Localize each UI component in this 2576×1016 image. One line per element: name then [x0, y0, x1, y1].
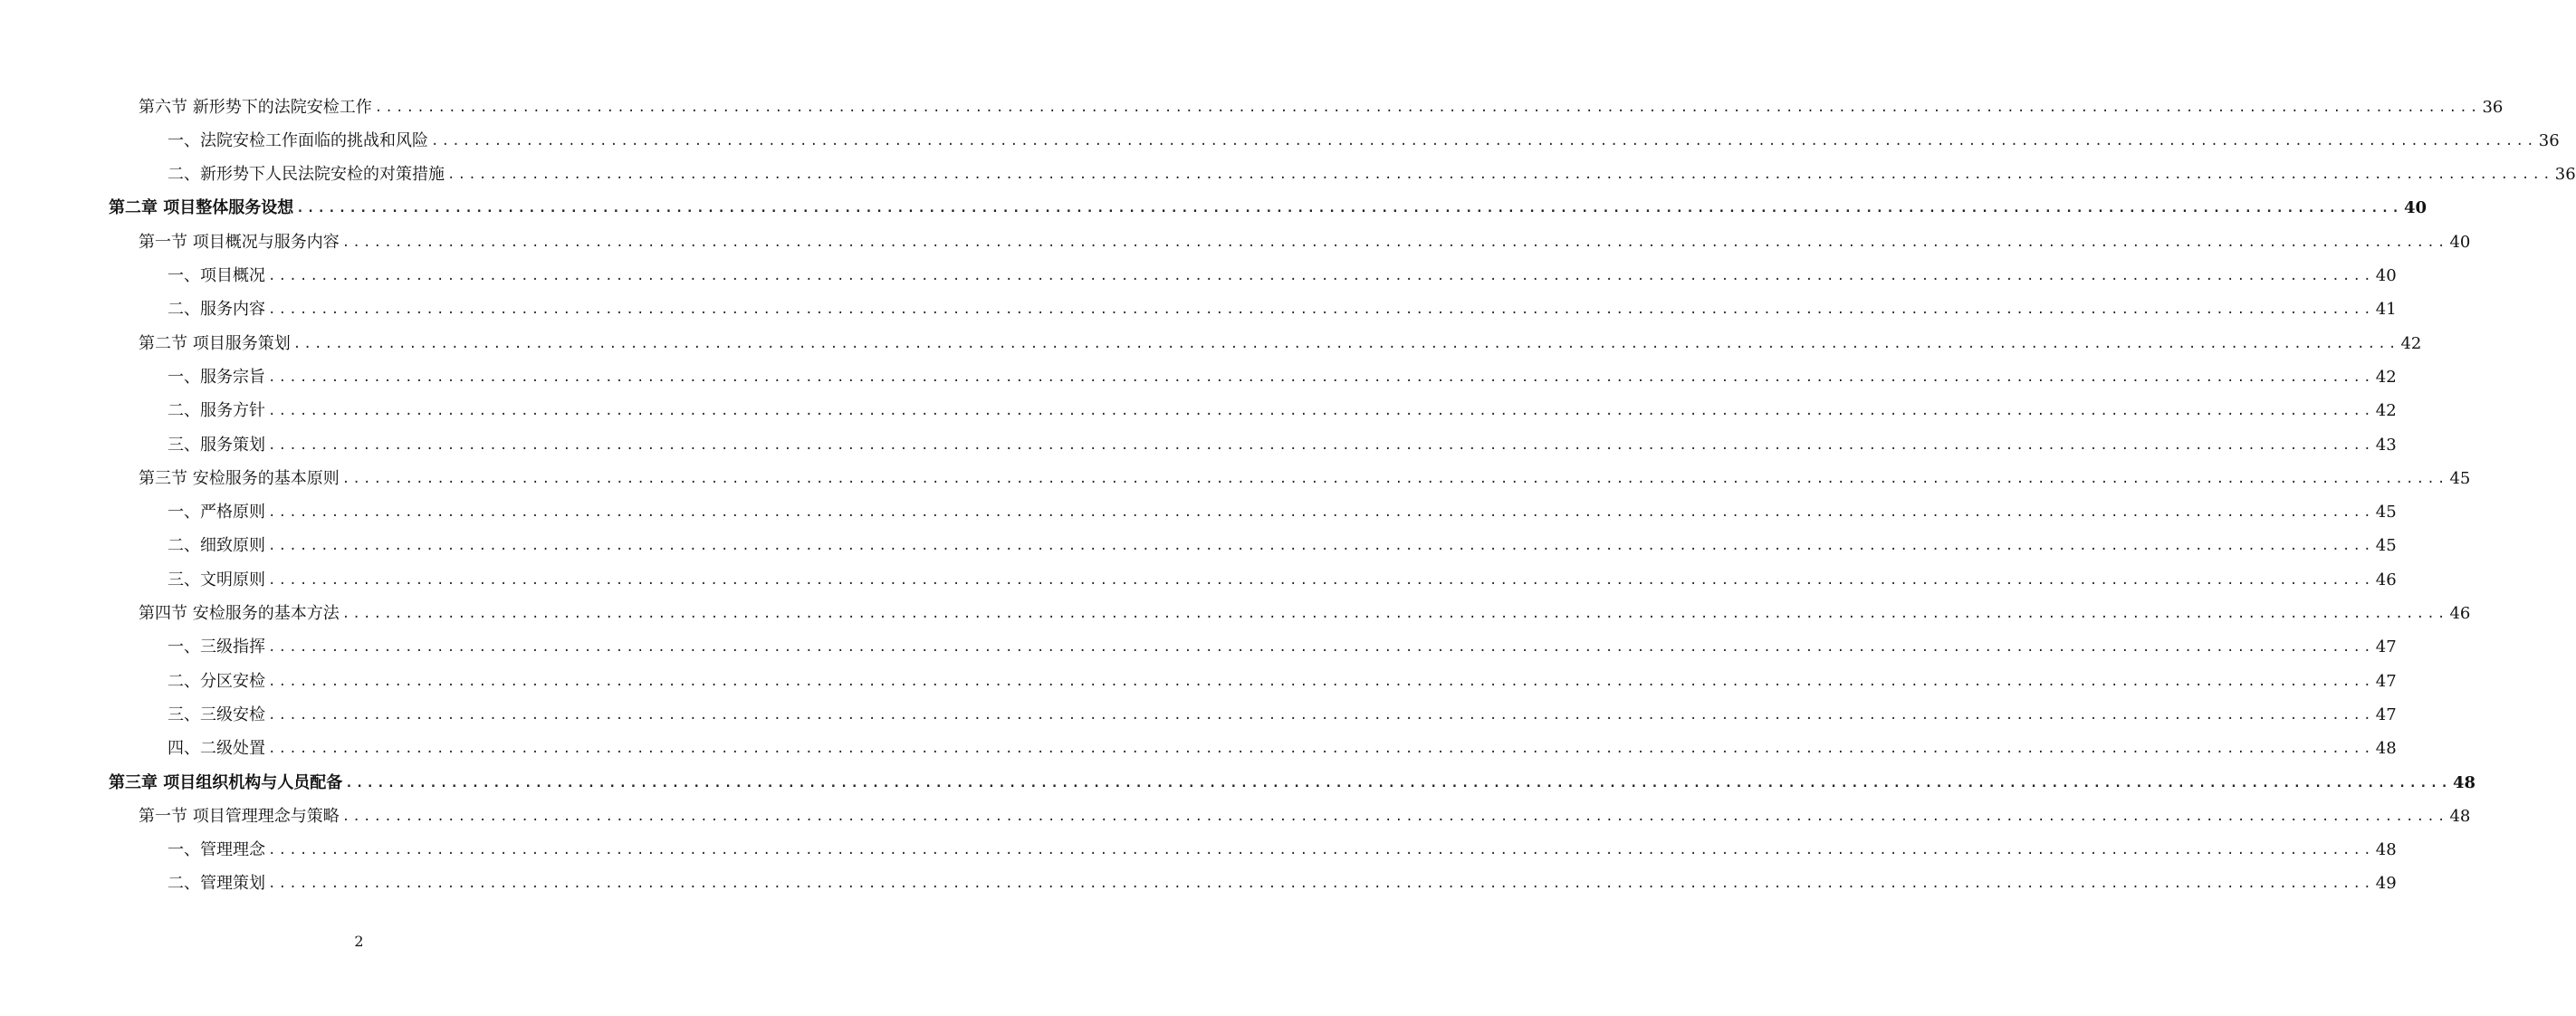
toc-entry-title: 二、细致原则 [168, 536, 265, 556]
toc-entry[interactable] [168, 631, 2397, 665]
toc-entry-page: 36 [2554, 165, 2576, 185]
toc-entry-title: 二、服务方针 [168, 401, 265, 421]
toc-leader-dots: ........................................................................................................................................................................................................ [345, 775, 2452, 791]
toc-entry[interactable] [168, 563, 2397, 597]
toc-entry[interactable] [168, 867, 2397, 901]
toc-leader-dots: ........................................................................................................................................................................................................ [374, 100, 2481, 115]
toc-entry-page: 40 [2375, 266, 2397, 285]
toc-entry[interactable] [168, 293, 2397, 327]
toc-leader-dots: ........................................................................................................................................................................................................ [268, 640, 2374, 656]
toc-entry[interactable] [168, 834, 2397, 867]
toc-entry-page: 42 [2375, 401, 2397, 421]
toc-entry[interactable] [139, 327, 2422, 360]
toc-entry-page: 47 [2375, 704, 2397, 724]
toc-leader-dots: ........................................................................................................................................................................................................ [341, 471, 2448, 486]
toc-entry-title: 一、三级指挥 [168, 637, 265, 657]
toc-entry-page: 40 [2404, 198, 2428, 218]
page-number: 2 [354, 933, 364, 950]
toc-entry-page: 36 [2538, 130, 2560, 150]
toc-leader-dots: ........................................................................................................................................................................................................ [447, 168, 2553, 183]
toc-entry-page: 36 [2482, 97, 2504, 117]
toc-entry-title: 一、法院安检工作面临的挑战和风险 [168, 130, 428, 150]
toc-entry[interactable] [139, 91, 2504, 124]
toc-entry-page: 40 [2449, 232, 2471, 252]
toc-leader-dots: ........................................................................................................................................................................................................ [431, 133, 2537, 149]
toc-entry-page: 42 [2400, 333, 2422, 353]
toc-entry-page: 48 [2453, 772, 2476, 792]
toc-leader-dots: ........................................................................................................................................................................................................ [268, 404, 2374, 419]
toc-entry-page: 41 [2375, 300, 2397, 320]
toc-entry[interactable] [168, 124, 2560, 158]
toc-leader-dots: ........................................................................................................................................................................................................ [268, 877, 2374, 892]
toc-entry-title: 二、管理策划 [168, 874, 265, 894]
toc-entry-page: 42 [2375, 367, 2397, 387]
toc-entry[interactable] [139, 225, 2471, 259]
toc-entry[interactable] [109, 766, 2476, 800]
toc-entry[interactable] [168, 260, 2397, 293]
toc-entry-title: 三、文明原则 [168, 570, 265, 589]
toc-entry-title: 第二节 项目服务策划 [139, 333, 291, 353]
toc-entry-title: 第四节 安检服务的基本方法 [139, 604, 340, 623]
toc-entry-title: 第六节 新形势下的法院安检工作 [139, 97, 372, 117]
toc-entry-page: 47 [2375, 637, 2397, 657]
toc-entry[interactable] [168, 395, 2397, 428]
toc-entry[interactable] [139, 800, 2471, 833]
toc-entry-page: 47 [2375, 671, 2397, 691]
toc-leader-dots: ........................................................................................................................................................................................................ [296, 201, 2403, 216]
toc-entry[interactable] [168, 733, 2397, 766]
toc-entry-title: 二、分区安检 [168, 671, 265, 691]
toc-entry-page: 43 [2375, 435, 2397, 455]
toc-entry-page: 48 [2375, 840, 2397, 860]
toc-entry[interactable] [168, 530, 2397, 563]
toc-entry[interactable] [168, 158, 2576, 192]
toc-entry[interactable] [139, 462, 2471, 495]
toc-entry-title: 二、新形势下人民法院安检的对策措施 [168, 165, 445, 185]
toc-entry[interactable] [168, 428, 2397, 462]
toc-leader-dots: ........................................................................................................................................................................................................ [341, 607, 2448, 621]
toc-entry[interactable] [168, 360, 2397, 394]
toc-entry[interactable] [139, 598, 2471, 631]
toc-entry-title: 三、服务策划 [168, 435, 265, 455]
toc-entry-title: 第二章 项目整体服务设想 [109, 198, 294, 218]
toc-entry-page: 46 [2375, 570, 2397, 589]
toc-entry[interactable] [109, 192, 2428, 225]
toc-entry-title: 第三章 项目组织机构与人员配备 [109, 772, 343, 792]
toc-entry-title: 一、管理理念 [168, 840, 265, 860]
toc-entry-page: 49 [2375, 874, 2397, 894]
toc-leader-dots: ........................................................................................................................................................................................................ [341, 235, 2448, 250]
toc-entry-title: 三、三级安检 [168, 704, 265, 724]
toc-leader-dots: ........................................................................................................................................................................................................ [268, 269, 2374, 283]
toc-entry-title: 第三节 安检服务的基本原则 [139, 468, 340, 488]
toc-entry-title: 一、严格原则 [168, 503, 265, 522]
toc-leader-dots: ........................................................................................................................................................................................................ [341, 809, 2448, 824]
toc-leader-dots: ........................................................................................................................................................................................................ [268, 843, 2374, 858]
toc-entry-page: 48 [2449, 806, 2471, 826]
toc-entry[interactable] [168, 496, 2397, 530]
toc-entry[interactable] [168, 665, 2397, 698]
toc-entry-title: 二、服务内容 [168, 300, 265, 320]
toc-leader-dots: ........................................................................................................................................................................................................ [268, 572, 2374, 588]
toc-leader-dots: ........................................................................................................................................................................................................ [268, 505, 2374, 521]
toc-leader-dots: ........................................................................................................................................................................................................ [268, 742, 2374, 757]
toc-entry-page: 45 [2375, 503, 2397, 522]
toc-entry-title: 四、二级处置 [168, 739, 265, 759]
toc-leader-dots: ........................................................................................................................................................................................................ [268, 707, 2374, 723]
toc-entry-title: 第一节 项目概况与服务内容 [139, 232, 340, 252]
toc-entry-title: 第一节 项目管理理念与策略 [139, 806, 340, 826]
toc-entry-title: 一、项目概况 [168, 266, 265, 285]
toc-entry-page: 45 [2449, 468, 2471, 488]
toc-leader-dots: ........................................................................................................................................................................................................ [268, 369, 2374, 385]
toc-entry-page: 48 [2375, 739, 2397, 759]
toc-entry[interactable] [168, 698, 2397, 732]
toc-leader-dots: ........................................................................................................................................................................................................ [292, 336, 2399, 351]
toc-leader-dots: ........................................................................................................................................................................................................ [268, 302, 2374, 318]
toc-entry-page: 46 [2449, 604, 2471, 623]
toc-leader-dots: ........................................................................................................................................................................................................ [268, 437, 2374, 453]
toc-entry-page: 45 [2375, 536, 2397, 556]
toc-entry-title: 一、服务宗旨 [168, 367, 265, 387]
toc-leader-dots: ........................................................................................................................................................................................................ [268, 674, 2374, 689]
toc-leader-dots: ........................................................................................................................................................................................................ [268, 539, 2374, 554]
